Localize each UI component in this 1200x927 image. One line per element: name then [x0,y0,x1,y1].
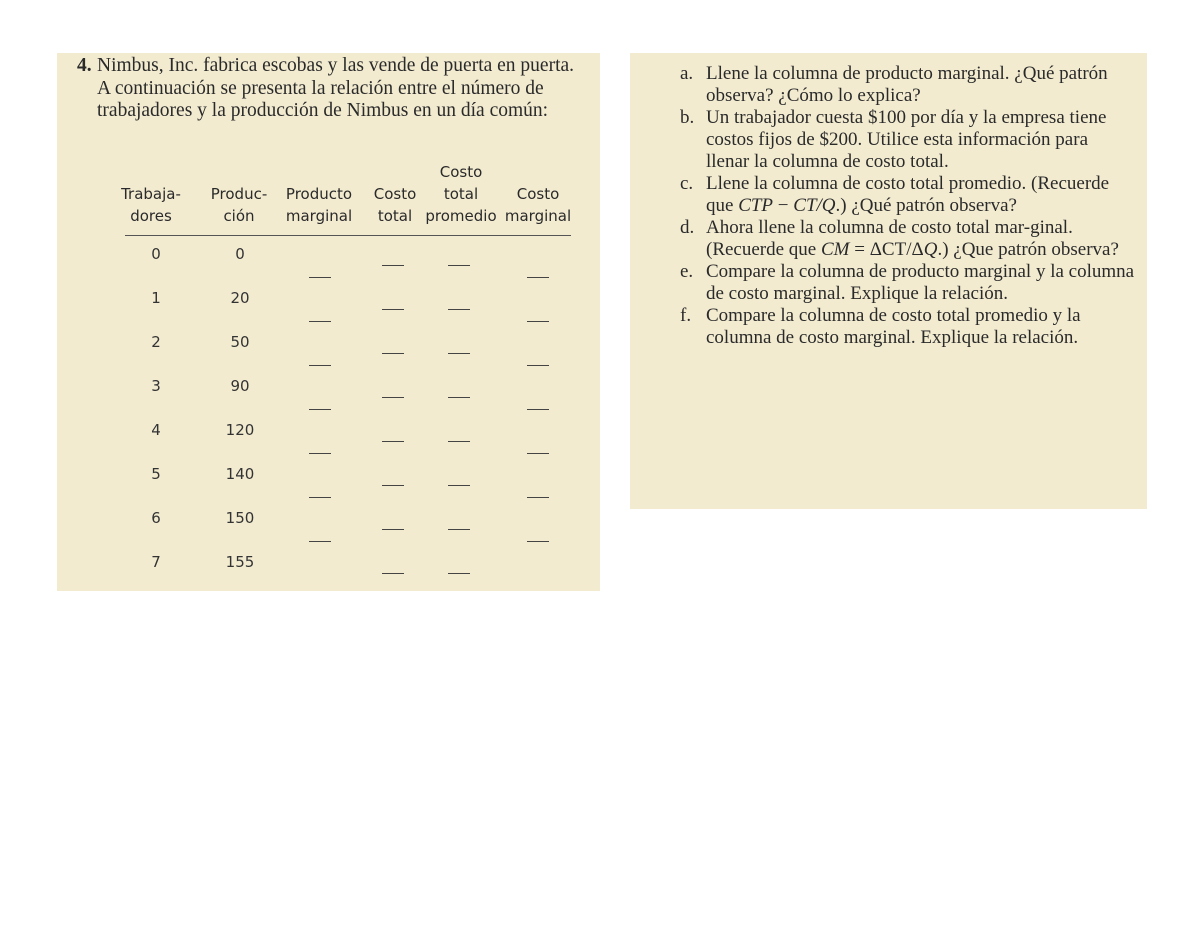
cell-trabajadores: 6 [151,509,161,527]
blank-costo-total[interactable] [382,309,404,310]
part-letter: e. [680,261,694,282]
part-letter: d. [680,217,695,238]
part-text: Compare la columna de producto marginal y la columna de costo marginal. Explique la relación. [706,261,1135,304]
formula-op: − [773,195,794,216]
blank-costo-total[interactable] [382,441,404,442]
parts-panel [630,53,1147,509]
header-costo-total-promedio [421,161,501,227]
question-parts [680,63,1135,349]
blank-costo-total[interactable] [382,397,404,398]
header-line: total [377,207,413,225]
part-b [680,107,1135,173]
cell-produccion: 120 [225,421,255,439]
blank-costo-total-promedio[interactable] [448,397,470,398]
blank-costo-total[interactable] [382,353,404,354]
header-line: Producto [285,185,353,203]
blank-costo-marginal[interactable] [527,365,549,366]
part-text-post: .) ¿Qué patrón observa? [835,195,1017,216]
blank-costo-marginal[interactable] [527,321,549,322]
header-line: total [443,185,479,203]
header-line: dores [130,207,172,225]
blank-producto-marginal[interactable] [309,321,331,322]
header-line: marginal [504,207,572,225]
header-trabajadores [115,183,187,227]
formula-op: = ΔCT/Δ [849,239,924,260]
blank-costo-marginal[interactable] [527,409,549,410]
question-number: 4. [77,55,92,76]
header-producto-marginal [279,183,359,227]
formula-var: Q [923,239,938,260]
part-letter: c. [680,173,694,194]
part-f [680,305,1135,349]
part-text-pre: Llene la columna de costo total promedio. (Recuerde que [706,173,1110,216]
blank-costo-total[interactable] [382,529,404,530]
blank-costo-marginal[interactable] [527,541,549,542]
cell-produccion: 90 [230,377,250,395]
part-text: Llene la columna de producto marginal. ¿Qué patrón observa? ¿Cómo lo explica? [706,63,1108,106]
blank-costo-total-promedio[interactable] [448,309,470,310]
header-line: marginal [285,207,353,225]
part-letter: a. [680,63,694,84]
blank-producto-marginal[interactable] [309,409,331,410]
cell-produccion: 140 [225,465,255,483]
blank-producto-marginal[interactable] [309,277,331,278]
blank-producto-marginal[interactable] [309,365,331,366]
header-costo-marginal [501,183,575,227]
blank-producto-marginal[interactable] [309,453,331,454]
question-panel [57,53,600,591]
header-line: Trabaja- [121,185,181,203]
formula-var: CTP [738,195,774,216]
blank-costo-total-promedio[interactable] [448,573,470,574]
cell-produccion: 150 [225,509,255,527]
part-text-post: .) ¿Que patrón observa? [937,239,1119,260]
header-produccion [203,183,275,227]
blank-costo-marginal[interactable] [527,277,549,278]
question-text: Nimbus, Inc. fabrica escobas y las vende de puerta en puerta. A continuación se presenta la relación entre el número de trabajadores y la producción de Nimbus en un día común: [97,55,575,121]
part-a [680,63,1135,107]
header-line: ción [223,207,255,225]
cell-trabajadores: 5 [151,465,161,483]
blank-costo-marginal[interactable] [527,497,549,498]
cell-trabajadores: 1 [151,289,161,307]
header-line: Costo [373,185,417,203]
cell-trabajadores: 2 [151,333,161,351]
part-text-pre: Ahora llene la columna de costo total mar-ginal. (Recuerde que [706,217,1073,260]
blank-costo-total-promedio[interactable] [448,485,470,486]
part-c [680,173,1135,217]
header-costo-total [365,183,425,227]
formula-var: CM [821,239,850,260]
header-line: Costo [516,185,560,203]
part-letter: f. [680,305,692,326]
cell-trabajadores: 0 [151,245,161,263]
part-text: Compare la columna de costo total promedio y la columna de costo marginal. Explique la relación. [706,305,1081,348]
cell-trabajadores: 3 [151,377,161,395]
blank-costo-total-promedio[interactable] [448,529,470,530]
cell-produccion: 155 [225,553,255,571]
cell-trabajadores: 7 [151,553,161,571]
header-line: Produc- [210,185,268,203]
cell-produccion: 0 [235,245,245,263]
blank-costo-total[interactable] [382,573,404,574]
blank-costo-total-promedio[interactable] [448,441,470,442]
cell-trabajadores: 4 [151,421,161,439]
blank-costo-marginal[interactable] [527,453,549,454]
blank-producto-marginal[interactable] [309,541,331,542]
blank-costo-total[interactable] [382,265,404,266]
cell-produccion: 50 [230,333,250,351]
part-letter: b. [680,107,695,128]
formula-var: CT/Q [793,195,836,216]
blank-costo-total-promedio[interactable] [448,353,470,354]
part-text: Un trabajador cuesta $100 por día y la empresa tiene costos fijos de $200. Utilice esta información para llenar la columna de costo total. [706,107,1107,172]
header-line: promedio [425,207,497,225]
header-divider [125,235,571,236]
header-line: Costo [439,163,483,181]
blank-producto-marginal[interactable] [309,497,331,498]
cell-produccion: 20 [230,289,250,307]
part-e [680,261,1135,305]
part-d [680,217,1135,261]
blank-costo-total[interactable] [382,485,404,486]
production-cost-table [57,53,600,591]
blank-costo-total-promedio[interactable] [448,265,470,266]
